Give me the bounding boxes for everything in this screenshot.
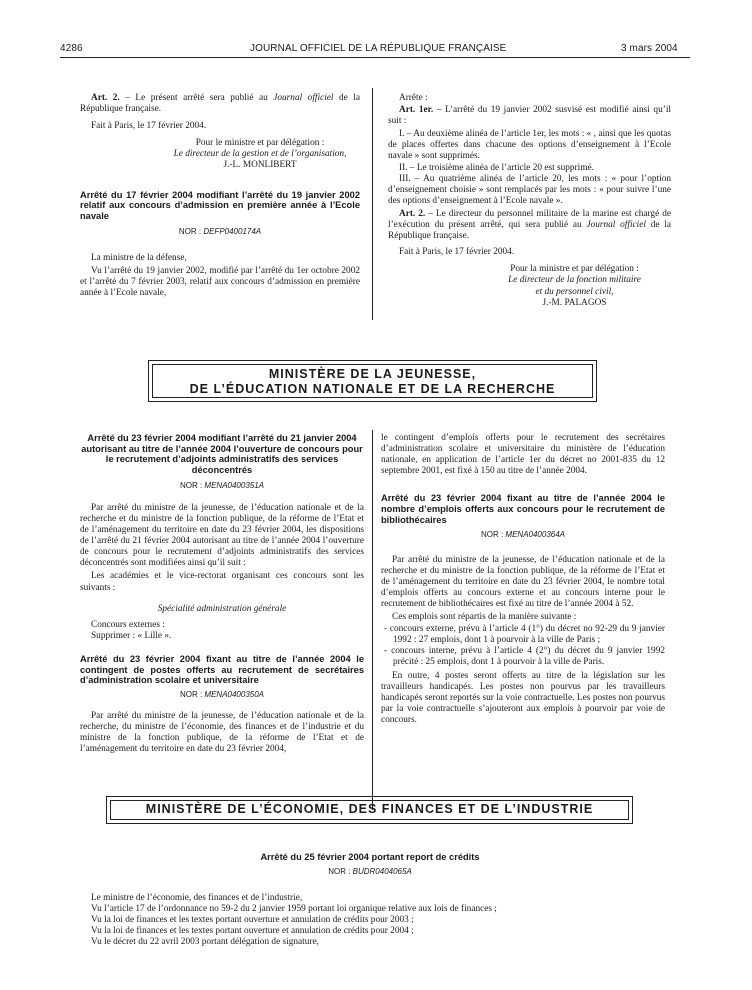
top-left-column	[80, 93, 360, 299]
art1-paragraph: Art. 1er. – L’arrêté du 19 janvier 2002 susvisé est modifié ainsi qu’il suit :	[388, 105, 671, 127]
signature-line2: Le directeur de la gestion et de l’organisation,	[173, 149, 347, 160]
paragraph: Par arrêté du ministre de la jeunesse, de l’éducation nationale et de la recherche, du ministre de l’économie, des finances et de l’industrie et du ministre de la fonction publique, de la réforme de l’Etat et de l’aménagement du territoire en date du 23 février 2004,	[80, 711, 364, 755]
paragraph: Le ministre de l’économie, des finances et de l’industrie,	[91, 893, 303, 903]
paragraph: Vu la loi de finances et les textes portant ouverture et annulation de crédits pour 2003 ;	[91, 915, 414, 926]
paragraph: Vu la loi de finances et les textes portant ouverture et annulation de crédits pour 2004 ;	[91, 926, 414, 937]
ministry-name-line1: MINISTÈRE DE LA JEUNESSE,	[268, 367, 477, 381]
issue-date: 3 mars 2004	[621, 43, 678, 54]
fait-a-paris: Fait à Paris, le 17 février 2004.	[91, 121, 207, 132]
paragraph: Supprimer : « Lille ».	[91, 630, 172, 641]
arrete-title: Arrêté du 23 février 2004 modifiant l’arrêté du 21 janvier 2004 autorisant au titre de l’année 2004 l’ouverture de concours pour le recrutement d’adjoints administratifs des services déconcentrés	[81, 433, 363, 476]
ministry-name-line2: DE L’ÉDUCATION NATIONALE ET DE LA RECHERCHE	[189, 382, 556, 396]
fait-a-paris: Fait à Paris, le 17 février 2004.	[399, 247, 515, 258]
signature-line1: Pour le ministre et par délégation :	[195, 138, 325, 149]
list-item: - concours interne, prévu à l’article 4 (2°) du décret du 9 janvier 1992 précité : 25 emplois, dont 1 à pourvoir à la ville de Paris.	[384, 646, 665, 668]
art2-paragraph: Art. 2. – Le directeur du personnel militaire de la marine est chargé de l’exécution du présent arrêté, qui sera publié au Journal officiel de la République française.	[388, 208, 671, 242]
nor-reference: NOR : MENA0400351A	[179, 480, 265, 490]
specialite-heading: Spécialité administration générale	[157, 603, 287, 614]
arrete-label: Arrête :	[399, 93, 428, 103]
paragraph: II. – Le troisième alinéa de l’article 20 est supprimé.	[399, 162, 594, 173]
arrete-title: Arrêté du 23 février 2004 fixant au titre de l’année 2004 le nombre d’emplois offerts aux concours pour le recrutement de bibliothécaires	[381, 493, 665, 525]
journal-title: JOURNAL OFFICIEL DE LA RÉPUBLIQUE FRANÇAISE	[250, 43, 507, 54]
ministry-name: MINISTÈRE DE L’ÉCONOMIE, DES FINANCES ET DE L’INDUSTRIE	[145, 802, 594, 816]
list-item: - concours externe, prévu à l’article 4 (1°) du décret no 92-29 du 9 janvier 1992 : 27 emplois, dont 1 à pourvoir à la ville de Paris ;	[384, 624, 665, 646]
signature-name: J.-M. PALAGOS	[542, 297, 607, 308]
signature-line2: Le directeur de la fonction militaire	[508, 275, 641, 286]
arrete-title: Arrêté du 23 février 2004 fixant au titre de l’année 2004 le contingent de postes offerts au recrutement de secrétaires d’administration scolaire et universitaire	[80, 653, 364, 686]
bottom-section	[80, 893, 680, 948]
column-divider	[372, 430, 373, 810]
signature-name: J.-L. MONLIBERT	[223, 160, 297, 171]
paragraph: Vu l’arrêté du 19 janvier 2002, modifié par l’arrêté du 1er octobre 2002 et l’arrêté du 7 février 2003, relatif aux concours d’admission en première année à l’Ecole navale,	[80, 265, 360, 299]
paragraph: le contingent d’emplois offerts pour le recrutement des secrétaires d’administration scolaire et universitaire du ministère de l’éducation nationale, en application de l’article 1er du décret no 2001-835 du 12 septembre 2001, est fixé à 150 au titre de l’année 2004.	[381, 433, 665, 477]
ministry-box-education	[148, 360, 597, 402]
top-right-column	[388, 93, 671, 309]
arrete-title: Arrêté du 17 février 2004 modifiant l’arrêté du 19 janvier 2002 relatif aux concours d’admission en première année à l’Ecole navale	[80, 189, 360, 221]
repartition-list	[381, 624, 665, 668]
paragraph: Vu l’article 17 de l’ordonnance no 59-2 du 2 janvier 1959 portant loi organique relative aux lois de finances ;	[91, 904, 497, 915]
paragraph: Ces emplois sont répartis de la manière suivante :	[392, 612, 577, 623]
header-rule	[60, 57, 690, 58]
paragraph: Par arrêté du ministre de la jeunesse, de l’éducation nationale et de la recherche et du ministre de la fonction publique, de la réforme de l’Etat et de l’aménagement du territoire en date du 23 février 2004, les dispositions de l’arrêté du 21 février 2004 autorisant au titre de l’année 2004 l’ouverture de concours pour le recrutement d’adjoints administratifs des services déconcentrés sont modifiées ainsi qu’il suit :	[80, 502, 364, 569]
nor-reference: NOR : MENA0400350A	[179, 690, 265, 700]
paragraph: Par arrêté du ministre de la jeunesse, de l’éducation nationale et de la recherche et du ministre de la fonction publique, de la réforme de l’Etat et de l’aménagement du territoire en date du 23 février 2004, le nombre total d’emplois offerts au concours externe et au concours interne pour le recrutement de bibliothécaires est fixé au titre de l’année 2004 à 52.	[381, 554, 665, 609]
signature-line3: et du personnel civil,	[535, 286, 614, 297]
nor-reference: NOR : BUDR0404065A	[328, 867, 412, 876]
mid-left-column	[80, 433, 364, 756]
art2-paragraph: Art. 2. – Le présent arrêté sera publié au Journal officiel de la République française.	[80, 93, 360, 115]
mid-right-column	[381, 433, 665, 726]
column-divider	[372, 88, 373, 320]
paragraph: Vu le décret du 22 avril 2003 portant délégation de signature,	[91, 937, 319, 948]
arrete-title: Arrêté du 25 février 2004 portant report de crédits	[260, 852, 480, 862]
nor-reference: NOR : MENA0400364A	[480, 530, 566, 540]
signature-line1: Pour la ministre et par délégation :	[510, 264, 639, 275]
ministry-box-economy	[106, 796, 633, 824]
paragraph: En outre, 4 postes seront offerts au titre de la législation sur les travailleurs handicapés. Les postes non pourvus par les travailleurs handicapés seront reportés sur la voie contractuelle. Les postes non pourvus par la voie contractuelle s’ajouteront aux emplois à pourvoir par voie de concours.	[381, 670, 665, 725]
paragraph: Concours externes :	[91, 619, 165, 630]
paragraph: I. – Au deuxième alinéa de l’article 1er, les mots : « , ainsi que les quotas de places offertes dans chacune des options d’enseignement à l’Ecole navale » sont supprimés.	[388, 129, 671, 162]
paragraph: III. – Au quatrième alinéa de l’article 20, les mots : « pour l’option d’enseignement choisie » sont remplacés par les mots : « pour suivre l’une des options d’enseignement à l’Ecole navale ».	[388, 173, 671, 206]
paragraph: Les académies et le vice-rectorat organisant ces concours sont les suivants :	[80, 571, 364, 593]
paragraph: La ministre de la défense,	[91, 252, 187, 263]
page-number: 4286	[60, 43, 83, 54]
nor-reference: NOR : DEFP0400174A	[178, 226, 262, 236]
